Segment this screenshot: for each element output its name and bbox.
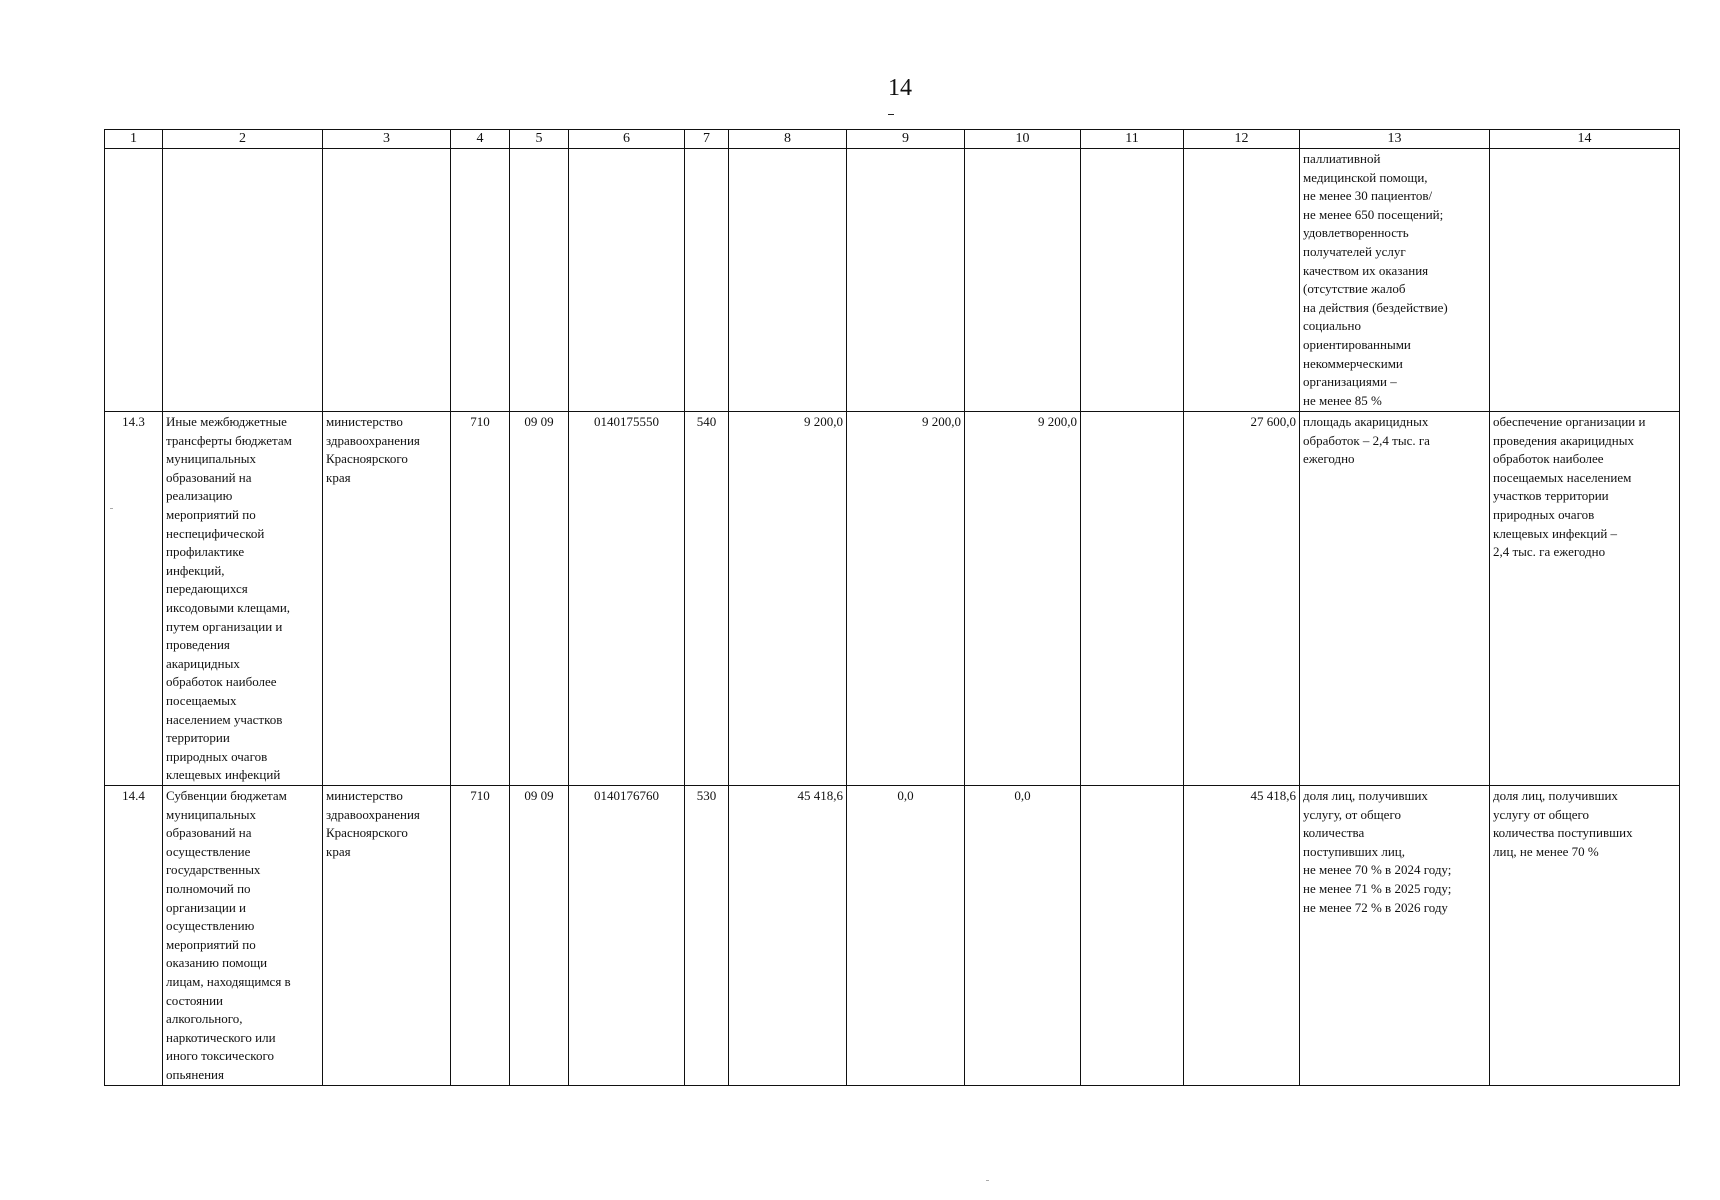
amount-year-1: 9 200,0: [729, 412, 847, 786]
header-cell-12: 12: [1184, 130, 1300, 149]
grbs-code: 710: [451, 412, 510, 786]
page-number: 14: [888, 75, 912, 101]
header-cell-1: 1: [105, 130, 163, 149]
dash-mark: [888, 114, 894, 115]
table-row: [105, 412, 1680, 786]
header-cell-8: 8: [729, 130, 847, 149]
section-code: 09 09: [510, 786, 569, 1086]
header-cell-9: 9: [847, 130, 965, 149]
indicator: доля лиц, получивших услугу от общего количества поступивших лиц, не менее 70 %: [1490, 786, 1680, 1086]
header-row: [105, 130, 1680, 149]
header-cell-3: 3: [323, 130, 451, 149]
expense-type-code: 540: [685, 412, 729, 786]
amount-year-3: 0,0: [965, 786, 1081, 1086]
target-article-code: 0140175550: [569, 412, 685, 786]
budget-table: [104, 129, 1680, 1086]
row-number: 14.4: [105, 786, 163, 1086]
executor: министерство здравоохранения Красноярского края: [323, 786, 451, 1086]
table-row: [105, 786, 1680, 1086]
column-11-cell: [1081, 412, 1184, 786]
measure-name: Субвенции бюджетам муниципальных образований на осуществление государственных полномочий по организации и осуществлению мероприятий по оказанию помощи лицам, находящимся в состоянии алкогольного, наркотического или иного токсического опьянения: [163, 786, 323, 1086]
header-cell-14: 14: [1490, 130, 1680, 149]
executor: министерство здравоохранения Красноярского края: [323, 412, 451, 786]
target-article-code: 0140176760: [569, 786, 685, 1086]
amount-year-1: 45 418,6: [729, 786, 847, 1086]
continuation-row: [105, 149, 1680, 412]
scan-speck: [110, 508, 113, 509]
section-code: 09 09: [510, 412, 569, 786]
measure-name: Иные межбюджетные трансферты бюджетам муниципальных образований на реализацию мероприятий по неспецифической профилактике инфекций, передающихся иксодовыми клещами, путем организации и проведения акарицидных обработок наиболее посещаемых населением участков территории природных очагов клещевых инфекций: [163, 412, 323, 786]
continuation-result-cell: паллиативной медицинской помощи, не менее 30 пациентов/ не менее 650 посещений; удовлетворенность получателей услуг качеством их оказания (отсутствие жалоб на действия (бездействие) социально ориентированными некоммерческими организациями – не менее 85 %: [1300, 149, 1490, 412]
header-cell-11: 11: [1081, 130, 1184, 149]
amount-year-2: 0,0: [847, 786, 965, 1086]
amount-year-2: 9 200,0: [847, 412, 965, 786]
row-number: 14.3: [105, 412, 163, 786]
expected-result: площадь акарицидных обработок – 2,4 тыс. га ежегодно: [1300, 412, 1490, 786]
expense-type-code: 530: [685, 786, 729, 1086]
amount-total: 45 418,6: [1184, 786, 1300, 1086]
header-cell-5: 5: [510, 130, 569, 149]
header-cell-6: 6: [569, 130, 685, 149]
amount-year-3: 9 200,0: [965, 412, 1081, 786]
header-cell-7: 7: [685, 130, 729, 149]
header-cell-2: 2: [163, 130, 323, 149]
column-11-cell: [1081, 786, 1184, 1086]
amount-total: 27 600,0: [1184, 412, 1300, 786]
scan-speck: [986, 1180, 989, 1181]
header-cell-4: 4: [451, 130, 510, 149]
grbs-code: 710: [451, 786, 510, 1086]
indicator: обеспечение организации и проведения акарицидных обработок наиболее посещаемых населением участков территории природных очагов клещевых инфекций – 2,4 тыс. га ежегодно: [1490, 412, 1680, 786]
header-cell-10: 10: [965, 130, 1081, 149]
expected-result: доля лиц, получивших услугу, от общего количества поступивших лиц, не менее 70 % в 2024 году; не менее 71 % в 2025 году; не менее 72 % в 2026 году: [1300, 786, 1490, 1086]
header-cell-13: 13: [1300, 130, 1490, 149]
